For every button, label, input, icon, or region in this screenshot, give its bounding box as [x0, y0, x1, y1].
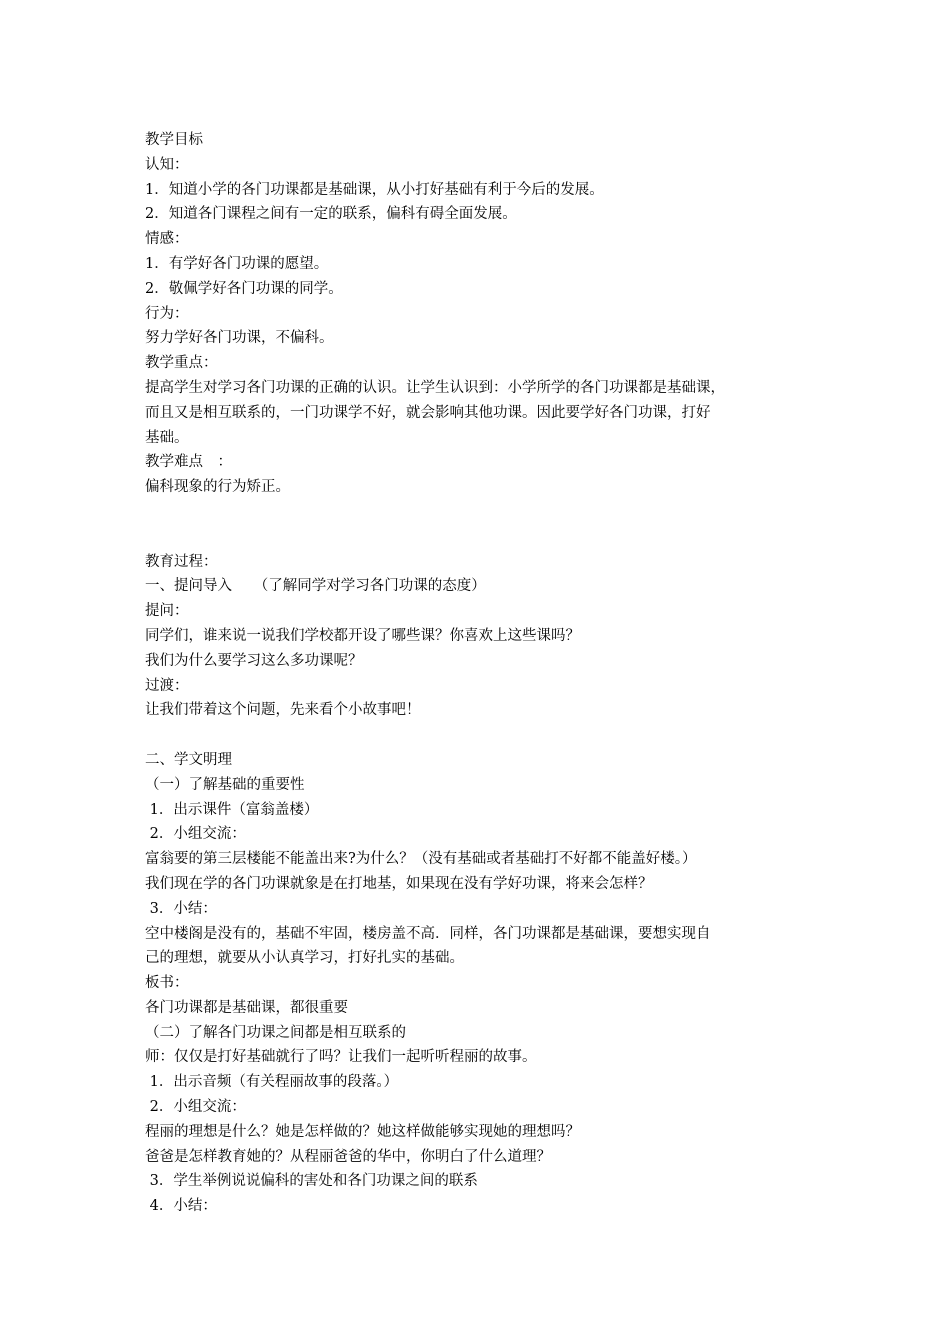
- part-1-question: 我们现在学的各门功课就象是在打地基，如果现在没有学好功课，将来会怎样？: [145, 875, 653, 892]
- part-2-item: 2．小组交流：: [145, 1099, 246, 1116]
- part-2-item: 4．小结：: [145, 1198, 217, 1215]
- objectives-heading: 教学目标: [145, 132, 203, 148]
- key-point-label: 教学重点：: [145, 355, 218, 372]
- part-2-question: 爸爸是怎样教育她的？从程丽爸爸的华中，你明白了什么道理？: [145, 1148, 551, 1165]
- part-1-question: 富翁要的第三层楼能不能盖出来?为什么？（没有基础或者基础打不好都不能盖好楼。）: [145, 851, 697, 868]
- transition-label: 过渡：: [145, 677, 189, 694]
- question-text: 我们为什么要学习这么多功课呢？: [145, 652, 363, 669]
- document-body: [145, 128, 825, 1219]
- board-label: 板书：: [145, 975, 189, 992]
- spacer: [145, 723, 825, 748]
- question-label: 提问：: [145, 603, 189, 620]
- key-point-text: 提高学生对学习各门功课的正确的认识。让学生认识到：小学所学的各门功课都是基础课，: [145, 379, 725, 396]
- behavior-text: 努力学好各门功课，不偏科。: [145, 330, 334, 347]
- part-2-item: 1．出示音频（有关程丽故事的段落。）: [145, 1074, 399, 1091]
- part-2-heading: （二）了解各门功课之间都是相互联系的: [145, 1024, 406, 1041]
- emotion-item: 1．有学好各门功课的愿望。: [145, 255, 329, 272]
- teacher-text: 师：仅仅是打好基础就行了吗？让我们一起听听程丽的故事。: [145, 1049, 537, 1066]
- cognitive-item: 2．知道各门课程之间有一定的联系，偏科有碍全面发展。: [145, 206, 517, 223]
- key-point-text: 而且又是相互联系的，一门功课学不好，就会影响其他功课。因此要学好各门功课，打好: [145, 404, 711, 421]
- part-1-summary: 空中楼阁是没有的，基础不牢固，楼房盖不高．同样，各门功课都是基础课，要想实现自: [145, 925, 711, 942]
- transition-text: 让我们带着这个问题，先来看个小故事吧！: [145, 702, 421, 719]
- process-heading: 教育过程：: [145, 553, 218, 570]
- key-point-text: 基础。: [145, 429, 189, 446]
- cognitive-label: 认知：: [145, 156, 189, 173]
- difficulty-text: 偏科现象的行为矫正。: [145, 479, 290, 496]
- part-1-heading: （一）了解基础的重要性: [145, 776, 305, 793]
- cognitive-item: 1．知道小学的各门功课都是基础课，从小打好基础有利于今后的发展。: [145, 181, 604, 198]
- spacer: [145, 500, 825, 550]
- part-1-summary: 己的理想，就要从小认真学习，打好扎实的基础。: [145, 950, 464, 967]
- step-1-heading: 一、提问导入 （了解同学对学习各门功课的态度）: [145, 578, 486, 595]
- behavior-label: 行为：: [145, 305, 189, 322]
- emotion-label: 情感：: [145, 231, 189, 248]
- part-1-item: 2．小组交流：: [145, 826, 246, 843]
- emotion-item: 2．敬佩学好各门功课的同学。: [145, 280, 343, 297]
- board-text: 各门功课都是基础课，都很重要: [145, 999, 348, 1016]
- part-1-item: 1．出示课件（富翁盖楼）: [145, 801, 319, 818]
- part-2-item: 3．学生举例说说偏科的害处和各门功课之间的联系: [145, 1173, 478, 1190]
- question-text: 同学们，谁来说一说我们学校都开设了哪些课？你喜欢上这些课吗？: [145, 627, 580, 644]
- step-2-heading: 二、学文明理: [145, 751, 232, 768]
- part-1-item: 3．小结：: [145, 900, 217, 917]
- difficulty-label: 教学难点 ：: [145, 454, 232, 471]
- part-2-question: 程丽的理想是什么？她是怎样做的？她这样做能够实现她的理想吗？: [145, 1123, 580, 1140]
